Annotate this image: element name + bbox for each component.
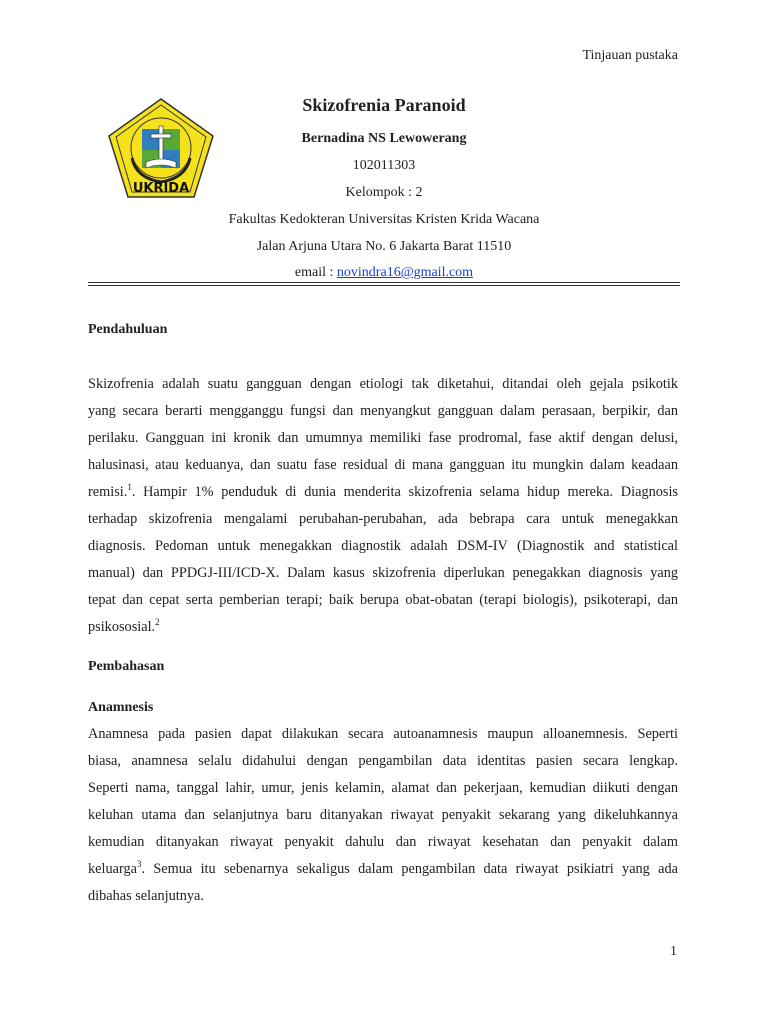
heading-pendahuluan: Pendahuluan (88, 322, 168, 337)
running-header: Tinjauan pustaka (582, 48, 678, 63)
text-line (88, 614, 678, 641)
heading-anamnesis: Anamnesis (88, 700, 154, 715)
text-line: perilaku. Gangguan ini kronik dan umumnya memiliki fase prodromal, fase aktif dengan delusi, (88, 430, 678, 446)
text-line: Anamnesa pada pasien dapat dilakukan secara autoanamnesis maupun alloanemnesis. Seperti (88, 726, 678, 742)
text-line: Seperti nama, tanggal lahir, umur, jenis kelamin, alamat dan pekerjaan, kemudian diikuti dengan (88, 780, 678, 796)
text-line: biasa, anamnesa selalu didahului dengan pengambilan data identitas pasien secara lengkap. (88, 753, 678, 769)
text-line: terhadap skizofrenia mengalami perubahan-perubahan, ada bebrapa cara untuk menegakkan (88, 511, 678, 527)
email-label: email : (294, 265, 337, 280)
document-title: Skizofrenia Paranoid (302, 95, 466, 115)
text-line: dibahas selanjutnya. (88, 888, 204, 904)
text-fragment: . Hampir 1% penduduk di dunia menderita skizofrenia selama hidup mereka. Diagnosis (131, 484, 678, 500)
text-fragment: psikososial. (88, 619, 156, 635)
header-divider (88, 282, 680, 286)
text-fragment: . Semua itu sebenarnya sekaligus dalam pengambilan data riwayat psikiatri yang ada (141, 861, 678, 877)
email-link[interactable]: novindra16@gmail.com (336, 265, 474, 280)
anamnesis-paragraph (88, 721, 678, 910)
citation: 1 (127, 482, 132, 493)
text-line: Skizofrenia adalah suatu gangguan dengan etiologi tak diketahui, ditandai oleh gejala psikotik (88, 376, 678, 392)
text-line: yang secara berarti mengganggu fungsi dan menyangkut gangguan dalam perasaan, berpikir, dan (88, 403, 678, 419)
group-number: Kelompok : 2 (345, 185, 423, 200)
citation: 2 (155, 617, 160, 628)
faculty: Fakultas Kedokteran Universitas Kristen Krida Wacana (228, 212, 540, 227)
text-line: diagnosis. Pedoman untuk menegakkan diagnostik adalah DSM-IV (Diagnostik and statistical (88, 538, 678, 554)
student-id: 102011303 (352, 158, 416, 173)
text-line: manual) dan PPDGJ-III/ICD-X. Dalam kasus skizofrenia diperlukan penegakkan diagnosis yang (88, 565, 678, 581)
svg-text:UKRIDA: UKRIDA (132, 181, 190, 196)
text-line: tepat dan cepat serta pemberian terapi; baik berupa obat-obatan (terapi biologis), psikoterapi, dan (88, 592, 678, 608)
text-line: keluhan utama dan selanjutnya baru ditanyakan riwayat penyakit sekarang yang dikeluhkannya (88, 807, 678, 823)
address: Jalan Arjuna Utara No. 6 Jakarta Barat 11510 (256, 239, 512, 254)
text-line (88, 856, 678, 883)
heading-pembahasan: Pembahasan (88, 659, 165, 674)
page-number: 1 (670, 944, 677, 959)
text-line: halusinasi, atau keduanya, dan suatu fase residual di mana gangguan itu mungkin dalam keadaan (88, 457, 678, 473)
text-line: kemudian ditanyakan riwayat penyakit dahulu dan riwayat kesehatan dan penyakit dalam (88, 834, 678, 850)
author-name: Bernadina NS Lewowerang (301, 131, 467, 146)
citation: 3 (136, 859, 142, 870)
text-fragment: remisi. (88, 484, 128, 500)
text-fragment: keluarga (88, 861, 137, 877)
text-line (88, 479, 678, 506)
intro-paragraph (88, 371, 678, 641)
